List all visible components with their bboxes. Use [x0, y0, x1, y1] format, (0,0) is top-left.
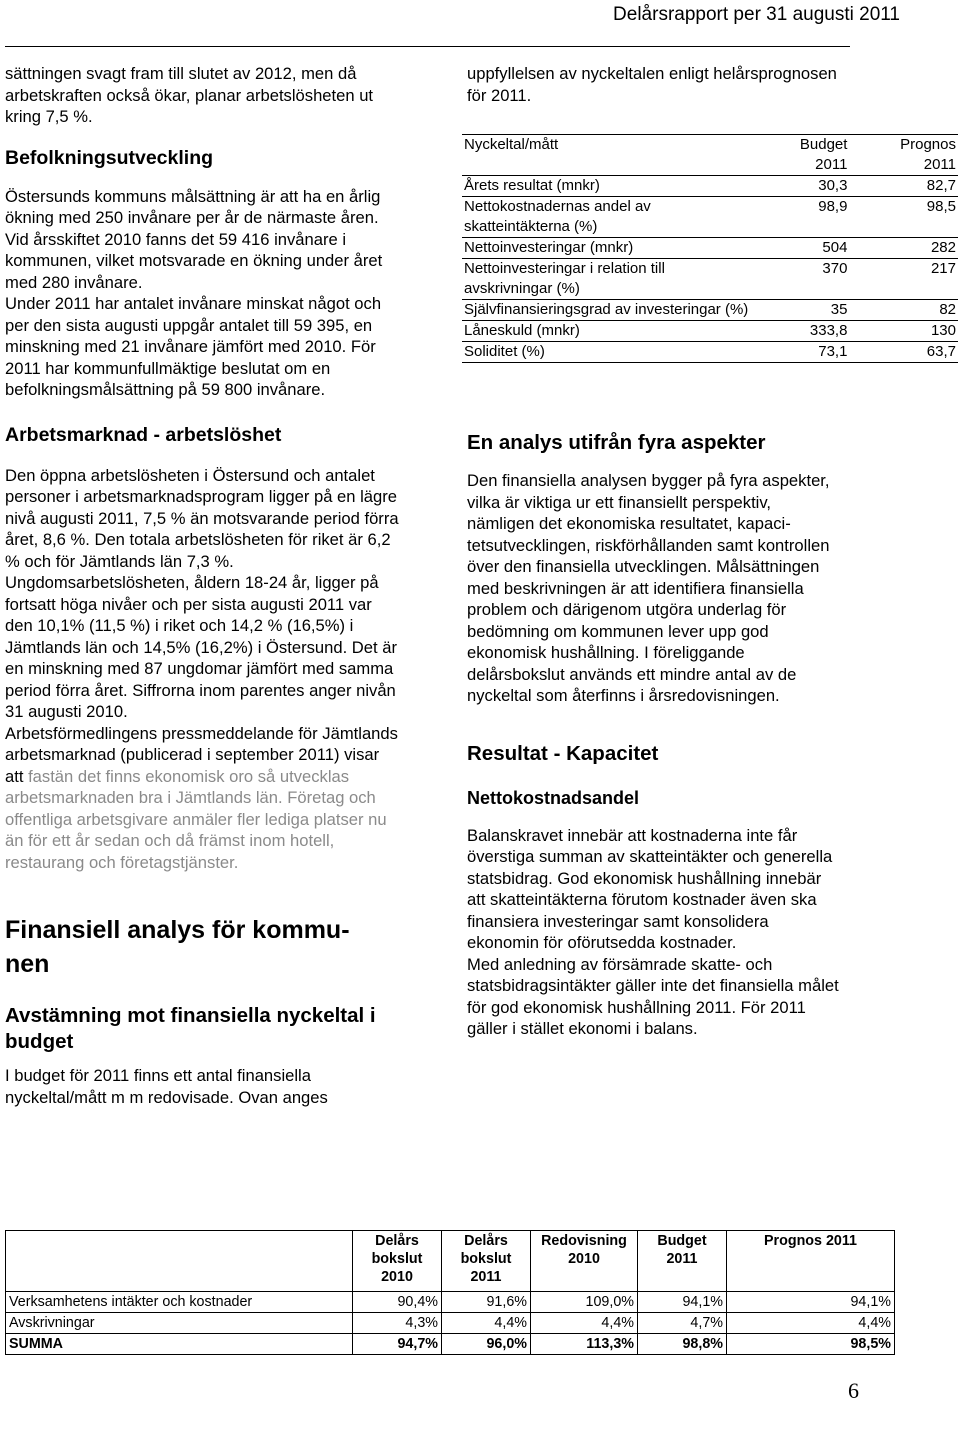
arbets-paragraph-3b: fastän det finns ekonomisk oro så utvecklas arbetsmarknaden bra i Jämtlands län. Företag och offentliga arbetsgivare anmäler fler lediga platser nu än för ett år sedan och då främst inom hotell, restaurang och företagstjänster. — [5, 766, 387, 872]
left-intro: sättningen svagt fram till slutet av 2012, men då arbetskraften också ökar, planar arbetslösheten ut kring 7,5 %. — [5, 64, 374, 126]
arbets-paragraph-3 — [5, 723, 400, 874]
arbets-paragraph-1: Den öppna arbetslösheten i Östersund och antalet personer i arbetsmarknadsprogram ligger på en lägre nivå augusti 2011, 7,5 % än motsvarande period förra året, 8,6 %. Den totala arbetslösheten för riket är 6,2 % och för Jämtlands län 7,3 %. — [5, 465, 399, 571]
kt-header-prognos: Prognos 2011 — [849, 135, 958, 176]
right-column-bottom — [467, 430, 842, 1040]
bt-row-summa: SUMMA 94,7% 96,0% 113,3% 98,8% 98,5% — [6, 1334, 895, 1355]
heading-resultat: Resultat - Kapacitet — [467, 741, 659, 765]
right-column-top — [467, 63, 842, 106]
heading-finansiell-analys: Finansiell analys för kommunen — [5, 916, 350, 978]
bt-header: Prognos 2011 — [727, 1231, 895, 1292]
arbets-paragraph-2: Ungdomsarbetslösheten, åldern 18-24 år, ligger på fortsatt höga nivåer och per sista augusti 2011 var den 10,1% (11,5 %) i riket och 14,2 % (16,5%) i Jämtlands län och 14,5% (16,2%) i Östersund. Det är en minskning med 87 ungdomar jämfört med samma period förra året. Siffrorna inom parentes anger nivån 31 augusti 2010. — [5, 573, 397, 721]
kt-header-budget: Budget 2011 — [756, 135, 849, 176]
netto-paragraph-1: Balanskravet innebär att kostnaderna inte får överstiga summan av skatteintäkter och generella statsbidrag. God ekonomisk hushållning innebär att skatteintäkterna förutom kostnader även ska finansiera investeringar samt konsolidera ekonomin för oförutsedda kostnader. — [467, 825, 833, 952]
key-figures-table — [462, 134, 958, 363]
heading-nettokostnadsandel: Nettokostnadsandel — [467, 787, 640, 808]
kt-row: Nettokostnadernas andel av skatteintäkterna (%) 98,9 98,5 — [462, 197, 958, 238]
heading-avstamning: Avstämning mot finansiella nyckeltal i budget — [5, 1004, 376, 1053]
comparison-table — [5, 1230, 895, 1355]
arbets-paragraph-3a: Arbetsförmedlingens pressmeddelande för Jämtlands arbetsmarknad (publicerad i september 2011) visar att — [5, 723, 398, 786]
heading-befolkning: Befolkningsutveckling — [5, 146, 214, 169]
heading-analys: En analys utifrån fyra aspekter — [467, 431, 766, 454]
kt-row: Årets resultat (mnkr) 30,3 82,7 — [462, 176, 958, 197]
bt-row: Avskrivningar 4,3% 4,4% 4,4% 4,7% 4,4% — [6, 1313, 895, 1334]
bt-header: Delårs bokslut 2011 — [442, 1231, 531, 1292]
bt-header: Budget 2011 — [638, 1231, 727, 1292]
left-column — [5, 63, 400, 1108]
bt-header: Redovisning 2010 — [531, 1231, 638, 1292]
kt-row: Nettoinvesteringar (mnkr) 504 282 — [462, 238, 958, 259]
analys-paragraph: Den finansiella analysen bygger på fyra aspekter, vilka är viktiga ur ett finansiellt perspektiv, nämligen det ekonomiska resultatet, kapacitetsutvecklingen, riskförhållanden samt kontrollen över den finansiella utvecklingen. Målsättningen med beskrivningen är att identifiera finansiella problem och därigenom utgöra underlag för bedömning om kommunen lever upp god ekonomisk hushållning. I föreliggande delårsbokslut används ett mindre antal av de nyckeltal som återfinns i årsredovisningen. — [467, 471, 830, 705]
avstamning-paragraph: I budget för 2011 finns ett antal finansiella nyckeltal/mått m m redovisade. Ovan anges — [5, 1066, 328, 1107]
page-number: 6 — [848, 1378, 859, 1403]
bt-row: Verksamhetens intäkter och kostnader 90,4% 91,6% 109,0% 94,1% 94,1% — [6, 1292, 895, 1313]
heading-arbetsmarknad: Arbetsmarknad - arbetslöshet — [5, 423, 282, 446]
befolkning-paragraph-2: Under 2011 har antalet invånare minskat något och per den sista augusti uppgår antalet till 59 395, en minskning med 21 invånare jämfört med 2010. För 2011 har kommunfullmäktige beslutat om en befolkningsmålsättning på 59 800 invånare. — [5, 294, 382, 399]
netto-paragraph-2: Med anledning av försämrade skatte- och statsbidragsintäkter gäller inte det finansiella målet för god ekonomisk hushållning 2011. För 2011 gäller i stället ekonomi i balans. — [467, 954, 839, 1038]
kt-header-label: Nyckeltal/mått — [462, 135, 756, 176]
right-intro: uppfyllelsen av nyckeltalen enligt helårsprognosen för 2011. — [467, 64, 837, 105]
bt-header: Delårs bokslut 2010 — [353, 1231, 442, 1292]
header-rule — [5, 46, 850, 47]
befolkning-paragraph-1: Östersunds kommuns målsättning är att ha en årlig ökning med 250 invånare per år de närmaste åren. Vid årsskiftet 2010 fanns det 59 416 invånare i kommunen, vilket motsvarade en ökning under året med 280 invånare. — [5, 186, 383, 292]
kt-row: Soliditet (%) 73,1 63,7 — [462, 342, 958, 363]
kt-row: Nettoinvesteringar i relation till avskrivningar (%) 370 217 — [462, 259, 958, 300]
bt-header-empty — [6, 1231, 353, 1292]
kt-row: Låneskuld (mnkr) 333,8 130 — [462, 321, 958, 342]
page-header: Delårsrapport per 31 augusti 2011 — [613, 4, 900, 25]
kt-row: Självfinansieringsgrad av investeringar (%) 35 82 — [462, 300, 958, 321]
